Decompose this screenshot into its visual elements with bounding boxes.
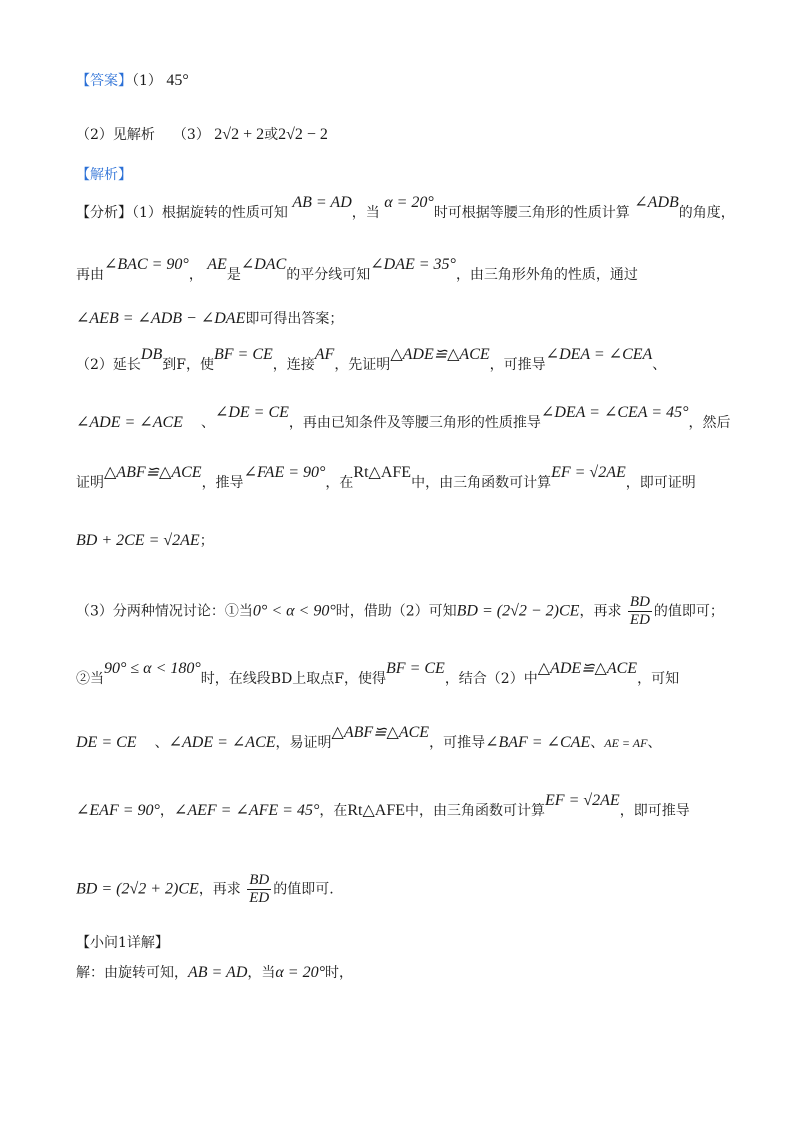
text: 的角度， <box>678 205 735 221</box>
text: ，当 <box>351 205 380 221</box>
text: 的值即可. <box>273 881 334 898</box>
analysis-line-6 <box>76 464 696 494</box>
math-expression: ∠BAC = 90° <box>104 256 189 273</box>
math-expression: 90° ≤ α < 180° <box>104 660 201 677</box>
text: 证明 <box>76 475 104 491</box>
analysis-line-1 <box>76 194 735 224</box>
fraction-bd-ed <box>247 872 271 907</box>
math-expression: ∠ADE = ∠ACE <box>76 414 183 431</box>
text: ， <box>188 267 203 283</box>
analysis-tag: 【解析】 <box>76 167 132 183</box>
text: （3）分两种情况讨论：①当 <box>76 603 253 620</box>
analysis-line-7 <box>76 530 214 552</box>
part-1-label: （1） <box>132 73 162 89</box>
text: ； <box>199 533 214 549</box>
or-word: 或 <box>264 127 279 143</box>
text: 时可根据等腰三角形的性质计算 <box>433 205 630 221</box>
fraction-numerator: BD <box>629 594 650 610</box>
math-expression: BD = (2√2 + 2)CE <box>76 880 199 898</box>
analysis-line-4 <box>76 346 667 376</box>
fraction-denominator: ED <box>629 612 650 628</box>
fenxi-tag: 【分析】 <box>76 205 132 221</box>
math-expression: AB = AD <box>188 964 248 981</box>
math-expression: Rt△AFE <box>347 802 406 819</box>
text: ，当 <box>247 965 276 981</box>
text: ，推导 <box>201 475 244 491</box>
analysis-line-11 <box>76 792 690 822</box>
text: 时，借助（2）可知 <box>335 603 457 620</box>
math-expression: ∠DEA = ∠CEA <box>545 346 653 363</box>
text: 中，由三角函数可计算 <box>411 475 552 491</box>
math-expression: ∠ADB <box>634 194 679 211</box>
text: ，可推导 <box>429 735 486 751</box>
math-expression: ∠AEB = ∠ADB − ∠DAE <box>76 310 246 327</box>
math-expression: △ABF≌△ACE <box>331 724 430 741</box>
math-expression: △ADE≌△ACE <box>390 346 490 363</box>
math-expression: AB = AD <box>292 194 352 211</box>
answer-3-value-a: 2√2 + 2 <box>214 126 265 143</box>
math-expression: ∠EAF = 90° <box>76 802 160 819</box>
analysis-line-8 <box>76 594 724 629</box>
text: 、 <box>647 735 662 751</box>
text: 、 <box>200 415 215 431</box>
answer-2-text: （2）见解析 <box>76 127 155 143</box>
text: ，然后 <box>688 415 731 431</box>
text: ，在 <box>319 803 348 819</box>
text: 的平分线可知 <box>286 267 371 283</box>
text: ，先证明 <box>334 357 391 373</box>
math-expression: α = 20° <box>384 194 434 211</box>
part-3-label: （3） <box>172 127 210 143</box>
math-expression: BD + 2CE = √2AE <box>76 532 200 549</box>
text: 是 <box>226 267 241 283</box>
math-expression: ∠DAC <box>240 256 287 273</box>
math-expression: ∠DAE = 35° <box>370 256 456 273</box>
answer-1-value: 45° <box>166 72 189 89</box>
analysis-line-5 <box>76 404 731 434</box>
math-expression: BF = CE <box>386 660 445 677</box>
detail-line-1 <box>76 962 353 984</box>
text: （1）根据旋转的性质可知 <box>132 205 288 221</box>
math-expression: DB <box>140 346 163 363</box>
math-expression: α = 20° <box>275 964 325 981</box>
math-expression: △ADE≌△ACE <box>537 660 638 677</box>
text: 、 <box>652 357 667 373</box>
text: ， <box>159 803 174 819</box>
answer-line-2 <box>76 124 328 146</box>
math-expression: ∠ADE = ∠ACE <box>168 734 276 751</box>
text: ，即可证明 <box>625 475 696 491</box>
text: ，结合（2）中 <box>444 671 538 687</box>
text: 、 <box>154 735 169 751</box>
text: 中，由三角函数可计算 <box>405 803 546 819</box>
text: ，由三角形外角的性质，通过 <box>455 267 638 283</box>
analysis-line-2 <box>76 256 638 286</box>
fraction-bd-ed <box>628 594 652 629</box>
math-expression: AE <box>207 256 227 273</box>
text: 时， <box>324 965 353 981</box>
math-expression: EF = √2AE <box>551 464 626 481</box>
math-expression: BD = (2√2 − 2)CE <box>456 602 580 620</box>
text: 到F，使 <box>162 357 214 373</box>
math-expression: Rt△AFE <box>353 464 412 481</box>
math-expression: ∠DE = CE <box>214 404 289 421</box>
math-expression: ∠BAF = ∠CAE <box>485 734 591 751</box>
text: ，再由已知条件及等腰三角形的性质推导 <box>288 415 541 431</box>
math-expression: AE = AF <box>604 736 648 750</box>
answer-line <box>76 70 189 92</box>
text: ，可推导 <box>489 357 546 373</box>
math-expression: 0° < α < 90° <box>252 602 336 620</box>
text: ，易证明 <box>275 735 332 751</box>
text: 解：由旋转可知， <box>76 965 188 981</box>
math-expression: DE = CE <box>76 734 137 751</box>
text: ②当 <box>76 671 104 687</box>
analysis-line-10 <box>76 724 662 754</box>
fraction-numerator: BD <box>249 872 270 888</box>
detail-heading <box>76 932 169 954</box>
analysis-heading <box>76 164 132 186</box>
text: 、 <box>590 735 605 751</box>
text: ，再求 <box>198 881 241 898</box>
math-expression: AF <box>314 346 335 363</box>
math-expression: △ABF≌△ACE <box>104 464 202 481</box>
answer-tag: 【答案】 <box>76 73 132 89</box>
math-expression: EF = √2AE <box>545 792 620 809</box>
text: 时，在线段BD上取点F，使得 <box>200 671 387 687</box>
math-expression: BF = CE <box>213 346 273 363</box>
text: 再由 <box>76 267 104 283</box>
text: ，可知 <box>637 671 680 687</box>
analysis-line-12 <box>76 872 334 907</box>
text: ，即可推导 <box>619 803 690 819</box>
text: ，再求 <box>579 603 622 620</box>
answer-3-value-b: 2√2 − 2 <box>278 126 328 143</box>
text: （2）延长 <box>76 357 141 373</box>
fraction-denominator: ED <box>249 890 270 906</box>
math-expression: ∠DEA = ∠CEA = 45° <box>540 404 689 421</box>
analysis-line-3 <box>76 308 343 330</box>
text: ，在 <box>325 475 354 491</box>
text: 即可得出答案； <box>245 311 344 327</box>
math-expression: ∠FAE = 90° <box>243 464 326 481</box>
math-expression: ∠AEF = ∠AFE = 45° <box>173 802 320 819</box>
text: 的值即可； <box>653 603 724 620</box>
text: ，连接 <box>272 357 315 373</box>
detail-tag: 【小问1详解】 <box>76 935 169 951</box>
analysis-line-9 <box>76 660 680 690</box>
